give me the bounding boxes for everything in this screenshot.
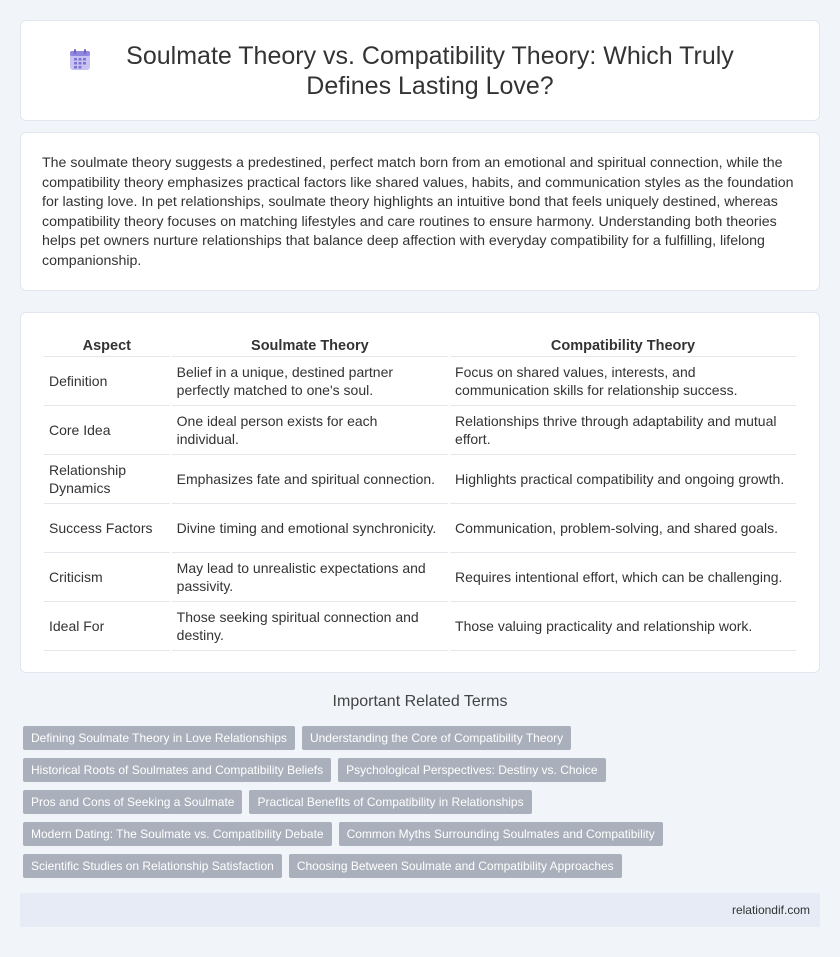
comparison-table xyxy=(42,331,798,651)
related-term-tag[interactable]: Defining Soulmate Theory in Love Relationships xyxy=(23,726,295,750)
header-soulmate: Soulmate Theory xyxy=(172,331,448,357)
cell-aspect: Core Idea xyxy=(44,406,170,455)
cell-compatibility: Highlights practical compatibility and ongoing growth. xyxy=(450,455,796,504)
header-aspect: Aspect xyxy=(44,331,170,357)
table-row xyxy=(44,455,796,504)
cell-aspect: Success Factors xyxy=(44,504,170,553)
related-term-tag[interactable]: Practical Benefits of Compatibility in Relationships xyxy=(249,790,531,814)
related-terms-heading: Important Related Terms xyxy=(332,693,508,710)
cell-aspect: Ideal For xyxy=(44,602,170,651)
footer-site-link[interactable]: relationdif.com xyxy=(731,903,810,917)
footer xyxy=(20,893,820,927)
cell-aspect: Criticism xyxy=(44,553,170,602)
related-term-tag[interactable]: Pros and Cons of Seeking a Soulmate xyxy=(23,790,242,814)
cell-soulmate: One ideal person exists for each individual. xyxy=(172,406,448,455)
cell-compatibility: Relationships thrive through adaptability and mutual effort. xyxy=(450,406,796,455)
related-term-tag[interactable]: Understanding the Core of Compatibility Theory xyxy=(302,726,571,750)
table-row xyxy=(44,406,796,455)
related-term-tag[interactable]: Modern Dating: The Soulmate vs. Compatibility Debate xyxy=(23,822,332,846)
cell-compatibility: Focus on shared values, interests, and communication skills for relationship success. xyxy=(450,357,796,406)
table-row xyxy=(44,357,796,406)
header-compatibility: Compatibility Theory xyxy=(450,331,796,357)
cell-soulmate: Emphasizes fate and spiritual connection. xyxy=(172,455,448,504)
table-row xyxy=(44,602,796,651)
cell-compatibility: Requires intentional effort, which can be challenging. xyxy=(450,553,796,602)
related-term-tag[interactable]: Choosing Between Soulmate and Compatibility Approaches xyxy=(289,854,622,878)
cell-soulmate: Divine timing and emotional synchronicity. xyxy=(172,504,448,553)
cell-compatibility: Communication, problem-solving, and shared goals. xyxy=(450,504,796,553)
header-card xyxy=(20,20,820,121)
related-term-tag[interactable]: Psychological Perspectives: Destiny vs. Choice xyxy=(338,758,605,782)
table-row xyxy=(44,553,796,602)
cell-soulmate: Belief in a unique, destined partner perfectly matched to one's soul. xyxy=(172,357,448,406)
related-term-tag[interactable]: Common Myths Surrounding Soulmates and Compatibility xyxy=(339,822,663,846)
table-row xyxy=(44,504,796,553)
cell-aspect: Definition xyxy=(44,357,170,406)
cell-soulmate: Those seeking spiritual connection and destiny. xyxy=(172,602,448,651)
cell-aspect: Relationship Dynamics xyxy=(44,455,170,504)
related-terms-tags xyxy=(23,726,813,886)
page-title: Soulmate Theory vs. Compatibility Theory: Which Truly Defines Lasting Love? xyxy=(126,41,734,100)
cell-compatibility: Those valuing practicality and relationship work. xyxy=(450,602,796,651)
related-term-tag[interactable]: Historical Roots of Soulmates and Compatibility Beliefs xyxy=(23,758,331,782)
related-term-tag[interactable]: Scientific Studies on Relationship Satisfaction xyxy=(23,854,282,878)
cell-soulmate: May lead to unrealistic expectations and passivity. xyxy=(172,553,448,602)
comparison-table-card xyxy=(20,312,820,673)
intro-paragraph: The soulmate theory suggests a predestined, perfect match born from an emotional and spiritual connection, while the compatibility theory emphasizes practical factors like shared values, habits, and communication styles as the foundation for lasting love. In pet relationships, soulmate theory highlights an intuitive bond that feels uniquely destined, whereas compatibility theory focuses on matching lifestyles and care routines to ensure harmony. Understanding both theories helps pet owners nurture relationships that balance deep affection with everyday compatibility for a fulfilling, lifelong companionship. xyxy=(42,155,794,269)
table-header-row xyxy=(44,331,796,357)
intro-card xyxy=(20,132,820,291)
